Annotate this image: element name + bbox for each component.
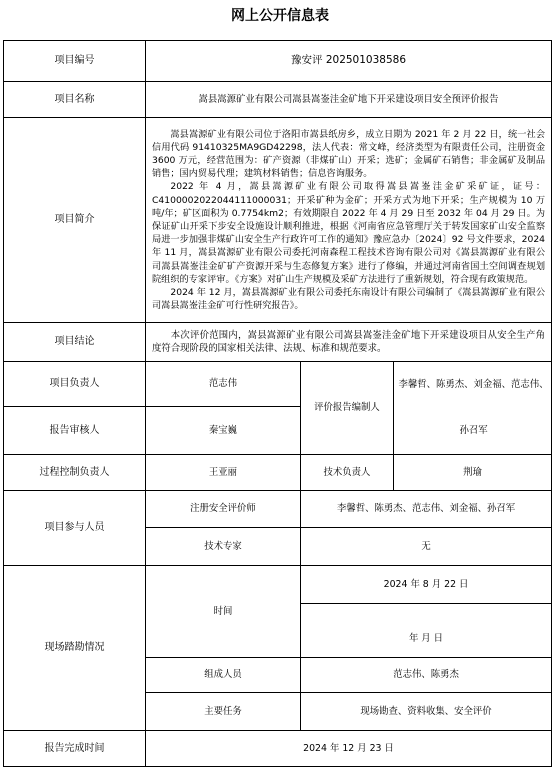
survey-tasks-label: 主要任务 — [146, 693, 301, 731]
project-conclusion-text — [146, 323, 552, 362]
project-intro-text — [146, 118, 552, 323]
technical-leader-label: 技术负责人 — [301, 455, 394, 491]
row-process-controller — [4, 455, 552, 491]
row-safety-assessor — [4, 491, 552, 528]
project-number-label: 项目编号 — [4, 41, 146, 82]
site-survey-label: 现场踏勘情况 — [4, 566, 146, 731]
report-authors-label: 评价报告编制人 — [301, 362, 394, 455]
survey-members-label: 组成人员 — [146, 658, 301, 693]
project-name-label: 项目名称 — [4, 82, 146, 118]
page-title: 网上公开信息表 — [231, 8, 329, 24]
row-project-leader — [4, 362, 552, 407]
report-reviewer-label: 报告审核人 — [4, 407, 146, 455]
report-authors-text: 李馨哲、陈勇杰、刘金福、范志伟、孙召军 — [398, 379, 549, 436]
safety-assessor-value: 李馨哲、陈勇杰、范志伟、刘金福、孙召军 — [301, 491, 552, 528]
survey-time-value-1: 2024 年 8 月 22 日 — [301, 566, 552, 604]
survey-tasks-value: 现场勘查、资料收集、安全评价 — [301, 693, 552, 731]
project-number-value: 豫安评 202501038586 — [146, 41, 552, 82]
process-controller-value: 王亚丽 — [146, 455, 301, 491]
survey-time-value-2: 年 月 日 — [301, 620, 552, 658]
project-intro-label: 项目简介 — [4, 118, 146, 323]
row-completion — [4, 731, 552, 767]
row-project-conclusion — [4, 323, 552, 362]
row-project-name — [4, 82, 552, 118]
row-project-number — [4, 41, 552, 82]
tech-expert-label: 技术专家 — [146, 528, 301, 566]
conclusion-paragraph: 本次评价范围内，嵩县嵩源矿业有限公司嵩县嵩崟洼金矿地下开采建设项目从安全生产角度符合现阶段的国家相关法律、法规、标准和规范要求。 — [152, 329, 546, 354]
safety-assessor-label: 注册安全评价师 — [146, 491, 301, 528]
report-reviewer-value: 秦宝巍 — [146, 407, 301, 455]
intro-paragraph: 嵩县嵩源矿业有限公司位于洛阳市嵩县纸房乡，成立日期为 2021 年 2 月 22 日，统一社会信用代码 91410325MA9GD42298，法人代表：常文峰，经济类型为有限责任公司，注册资金 3600 万元，经营范围为：矿产资源（非煤矿山）开采；选矿；金属矿石销售；非金属矿及制品销售；国内贸易代理；建筑材料销售；信息咨询服务。 — [152, 128, 546, 180]
intro-paragraph: 2022 年 4 月，嵩县嵩源矿业有限公司取得嵩县嵩崟洼金矿采矿证，证号：C4100002022044111000031；开采矿种为金矿；开采方式为地下开采；生产规模为 10 万吨/年；矿区面积为 0.7754km2；有效期限自 2022 年 4 月 29 日至 2032 年 04 月 29 日。为保证矿山开采下步安全设施设计顺利推进，根据《河南省应急管理厅关于转发国家矿山安全监察局进一步加强非煤矿山安全生产行政许可工作的通知》豫应急办〔2024〕92 号文件要求，2024 年 11 月，嵩县嵩源矿业有限公司委托河南森程工程技术咨询有限公司对《嵩县嵩源矿业有限公司嵩县嵩崟洼金矿矿产资源开采与生态修复方案》进行了修编，并通过河南省国土空间调查规划院组织的专家评审。《方案》对矿山生产规模及采矿方法进行了重新规划，符合现有政策规范。 — [152, 181, 546, 285]
intro-paragraph: 2024 年 12 月，嵩县嵩源矿业有限公司委托东南设计有限公司编制了《嵩县嵩源矿业有限公司嵩县嵩崟洼金矿可行性研究报告》。 — [152, 287, 546, 312]
project-name-value: 嵩县嵩源矿业有限公司嵩县嵩崟洼金矿地下开采建设项目安全预评价报告 — [146, 82, 552, 118]
completion-label: 报告完成时间 — [4, 731, 146, 767]
process-controller-label: 过程控制负责人 — [4, 455, 146, 491]
survey-members-value: 范志伟、陈勇杰 — [301, 658, 552, 693]
row-project-intro — [4, 118, 552, 323]
project-conclusion-label: 项目结论 — [4, 323, 146, 362]
project-leader-value: 范志伟 — [146, 362, 301, 407]
info-table — [3, 40, 552, 767]
tech-expert-value: 无 — [301, 528, 552, 566]
survey-time-label: 时间 — [146, 566, 301, 658]
technical-leader-value: 荆瑜 — [394, 455, 552, 491]
project-leader-label: 项目负责人 — [4, 362, 146, 407]
completion-value: 2024 年 12 月 23 日 — [146, 731, 552, 767]
row-survey-time-1 — [4, 566, 552, 604]
survey-time-spacer — [301, 604, 552, 620]
participants-label: 项目参与人员 — [4, 491, 146, 566]
report-authors-value — [394, 362, 552, 455]
